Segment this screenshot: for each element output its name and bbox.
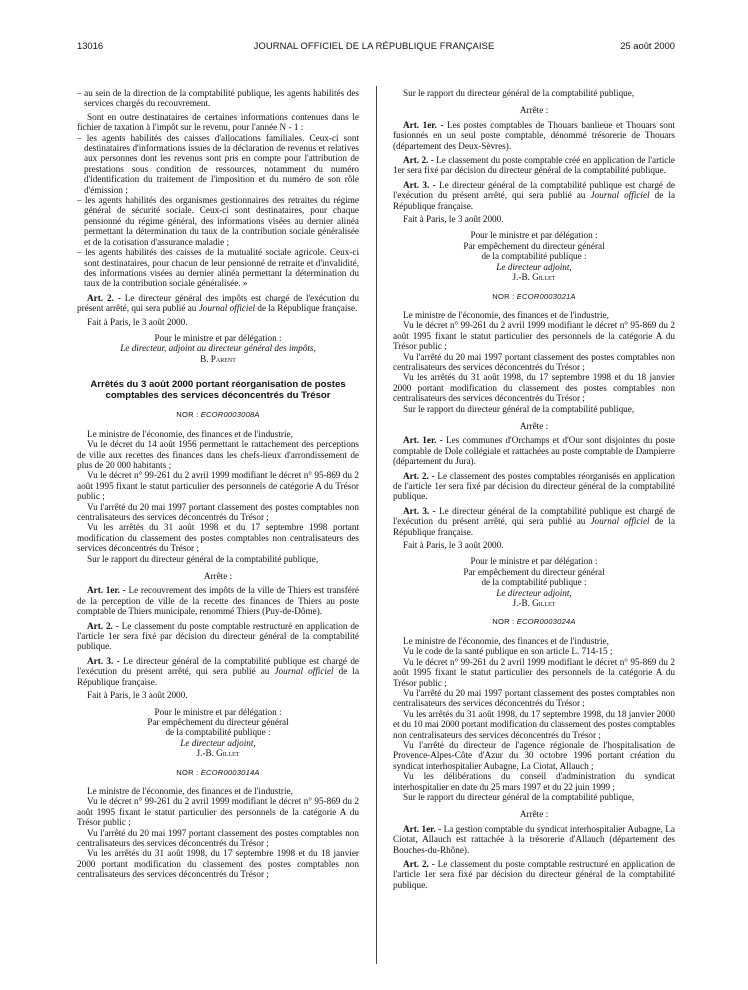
column-divider [376,86,377,964]
article-text: Le classement des postes comptables réorganisés en application de l'article 1er sera fixé par décision du directeur général de la comptabilité publique. [393,470,676,502]
signatory-name: B. Parent [200,353,236,364]
bullet-list-top [77,88,359,109]
fait-a-paris: Fait à Paris, le 3 août 2000. [403,540,504,551]
article-label: Art. 1er. - [403,823,442,834]
nor-label: NOR : [176,767,199,777]
signature-line: de la comptabilité publique : [165,727,271,738]
signature-line: Le directeur adjoint, [180,737,256,748]
vu-line: Vu l'arrêté du 20 mai 1997 portant classement des postes comptables non centralisateurs des services déconcentrés du Trésor ; [77,827,359,848]
article-label: Art. 1er. - [87,585,126,596]
article-2 [393,859,675,890]
article-text: Le directeur général de la comptabilité publique est chargé de l'exécution du présent arrêté, qui sera publié au [77,655,359,677]
paragraph: Sont en outre destinataires de certaines informations contenues dans le fichier de taxation à l'impôt sur le revenu, pour l'année N - 1 : [77,111,359,133]
vu-line: Vu les arrêtés du 31 août 1998 et du 17 septembre 1998 portant modification du classement des postes comptables non centralisateurs des services déconcentrés du Trésor ; [77,522,359,554]
article-label: Art. 2. - [87,620,119,631]
article-1 [393,435,675,466]
article-text: de la République française. [257,303,358,314]
article-text: de la République française. [393,516,676,537]
article-text: Le classement du poste comptable restructuré en application de l'article 1er sera fixé par décision du directeur général de la comptabilité publique. [393,859,675,890]
article-1 [393,120,675,151]
vu-line: Sur le rapport du directeur général de la comptabilité publique, [403,403,635,414]
journal-ref: Journal officiel [590,190,650,201]
vu-line: Vu l'arrêté du directeur de l'agence régionale de l'hospitalisation de Provence-Alpes-Côte d'Azur du 30 octobre 1996 portant création du syndicat interhospitalier Aubagne, La Ciotat, Allauch ; [393,739,675,771]
article-text: Le classement du poste comptable créé en application de l'article 1er sera fixé par décision du directeur général de la comptabilité publique. [393,155,675,176]
article-3 [393,180,675,211]
article-1 [77,585,359,616]
journal-ref: Journal officiel [198,303,256,314]
nor-code: ECOR0003008A [200,410,260,420]
vu-line: Vu le décret n° 99-261 du 2 avril 1999 modifiant le décret n° 95-869 du 2 août 1995 fixant le statut particulier des personnels de la catégorie A du Trésor public ; [77,796,359,828]
signature-block [77,333,359,364]
vu-line: Vu le code de la santé publique en son article L. 714-15 ; [403,646,613,657]
signature-line: Par empêchement du directeur général [147,716,289,727]
article-label: Art. 2. - [87,292,121,303]
journal-title: JOURNAL OFFICIEL DE LA RÉPUBLIQUE FRANÇAISE [253,40,495,51]
signature-line: Par empêchement du directeur général [463,566,605,577]
article-label: Art. 3. - [403,179,436,190]
decree-title: Arrêtés du 3 août 2000 portant réorganisation de postes comptables des services déconcentrés du Trésor [90,379,346,401]
nor-code: ECOR0003024A [516,617,576,627]
signature-line: Par empêchement du directeur général [463,240,605,251]
vu-line: Sur le rapport du directeur général de la comptabilité publique, [87,553,319,564]
list-item: – les agents habilités des caisses de la mutualité sociale agricole. Ceux-ci sont destinataires, pour chacun de leur pensionné de retraite et d'invalidité, des informations visées au dernier alinéa permettant la détermination du taux de la contribution sociale généralisée. » [77,247,359,289]
signature-line: de la comptabilité publique : [481,251,587,262]
article-text: Le directeur général de la comptabilité publique est chargé de l'exécution du présent arrêté, qui sera publié au [393,505,675,527]
nor-label: NOR : [492,617,515,627]
right-column [393,88,675,890]
vu-line: Vu l'arrêté du 20 mai 1997 portant classement des postes comptables non centralisateurs des services déconcentrés du Trésor ; [393,687,675,709]
list-item: – les agents habilités des organismes gestionnaires des retraites du régime général de sécurité sociale. Ceux-ci sont destinataires, pour chaque pensionné du régime général, des informations visées au dernier alinéa permettant la détermination du taux de la contribution sociale généralisée et de la cotisation d'assurance maladie ; [77,195,359,247]
article-text: de la République française. [393,190,676,211]
page-number: 13016 [77,40,104,51]
article-text: Le directeur général des impôts est chargé de l'exécution du présent arrêté, qui sera publié au [77,292,359,314]
nor-reference [393,617,675,627]
article-2 [77,293,359,314]
article-text: Le recouvrement des impôts de la ville de Thiers est transféré de la perception de ville de la recette des finances de Thiers au poste comptable de Thiers municipale, renommé Thiers (Puy-de-Dôme). [77,585,360,617]
ministre-line: Le ministre de l'économie, des finances et de l'industrie, [87,785,293,796]
article-2 [393,471,675,502]
signature-line: Pour le ministre et par délégation : [154,706,282,717]
vu-line: Vu l'arrêté du 20 mai 1997 portant classement des postes comptables non centralisateurs des services déconcentrés du Trésor ; [77,501,359,522]
issue-date: 25 août 2000 [620,40,675,51]
ministre-line: Le ministre de l'économie, des finances et de l'industrie, [403,635,609,646]
signature-line: de la comptabilité publique : [481,577,587,588]
signatory-name: J.-B. Gillet [512,598,556,609]
journal-ref: Journal officiel [590,516,650,527]
vu-line: Sur le rapport du directeur général de la comptabilité publique, [403,791,635,802]
nor-code: ECOR0003014A [200,767,260,777]
vu-line: Vu l'arrêté du 20 mai 1997 portant classement des postes comptables non centralisateurs des services déconcentrés du Trésor ; [393,351,675,372]
nor-reference [77,768,359,778]
vu-line: Vu le décret n° 99-261 du 2 avril 1999 modifiant le décret n° 95-869 du 2 août 1995 fixant le statut particulier des personnels de la catégorie A du Trésor public ; [393,656,675,688]
article-text: de la République française. [77,666,360,687]
vu-line: Vu les arrêtés du 31 août 1998, du 17 septembre 1998 et du 18 janvier 2000 portant modification du classement des postes comptables non centralisateurs des services déconcentrés du Trésor ; [77,848,359,880]
article-label: Art. 3. - [87,655,120,666]
article-3 [77,656,359,687]
signature-line: Le directeur adjoint, [496,587,572,598]
arrete-heading: Arrête : [203,571,233,582]
signature-block [393,230,675,282]
fait-a-paris: Fait à Paris, le 3 août 2000. [87,316,188,327]
nor-reference [77,410,359,420]
article-label: Art. 2. - [403,859,435,869]
arrete-heading: Arrête : [519,809,549,820]
article-text: La gestion comptable du syndicat interhospitalier Aubagne, La Ciotat, Allauch est rattachée à la trésorerie d'Allauch (département des Bouches-du-Rhône). [393,823,675,855]
article-label: Art. 1er. - [403,435,443,446]
article-2 [77,621,359,652]
fait-a-paris: Fait à Paris, le 3 août 2000. [403,214,504,225]
signatory-name: J.-B. Gillet [196,748,240,759]
article-label: Art. 3. - [403,505,436,516]
vu-line: Vu le décret n° 99-261 du 2 avril 1999 modifiant le décret n° 95-869 du 2 août 1995 fixant le statut particulier des personnels de catégorie A du Trésor public ; [77,470,359,502]
article-label: Art. 2. - [403,470,435,481]
signature-block [77,707,359,759]
article-label: Art. 2. - [403,155,434,166]
nor-label: NOR : [176,410,199,420]
article-text: Les postes comptables de Thouars banlieue et Thouars sont fusionnés en un seul poste comptable, dénommé trésorerie de Thouars (département des Deux-Sèvres). [393,119,675,151]
article-text: Le directeur général de la comptabilité publique est chargé de l'exécution du présent arrêté, qui sera publié au [393,179,675,201]
vu-line: Vu les arrêtés du 31 août 1998, du 17 septembre 1998 et du 18 janvier 2000 portant modification du classement des postes comptables non centralisateurs des services déconcentrés du Trésor ; [393,372,675,404]
nor-code: ECOR0003021A [516,291,576,301]
article-text: Le classement du poste comptable restructuré en application de l'article 1er sera fixé par décision du directeur général de la comptabilité publique. [77,620,359,652]
vu-line: Vu le décret du 14 août 1956 permettant le rattachement des perceptions de ville aux recettes des finances dans les chefs-lieux d'arrondissement de plus de 20 000 habitants ; [77,439,359,470]
signature-line: Pour le ministre et par délégation : [154,332,282,343]
article-2 [393,155,675,176]
vu-line: Vu le décret n° 99-261 du 2 avril 1999 modifiant le décret n° 95-869 du 2 août 1995 fixant le statut particulier des personnels de la catégorie A du Trésor public ; [393,320,675,352]
ministre-line: Le ministre de l'économie, des finances et de l'industrie, [403,309,609,320]
nor-reference [393,292,675,302]
nor-label: NOR : [492,291,515,301]
arrete-heading: Arrête : [519,420,549,431]
arrete-heading: Arrête : [519,105,549,116]
vu-line: Vu les délibérations du conseil d'administration du syndicat interhospitalier en date du 25 mars 1997 et du 22 juin 1999 ; [393,771,675,792]
signature-line: Pour le ministre et par délégation : [470,230,598,241]
left-column [77,88,359,880]
vu-line: Vu les arrêtés du 31 août 1998, du 17 septembre 1998, du 18 janvier 2000 et du 10 mai 2000 portant modification du classement des postes comptables non centralisateurs des services déconcentrés du Trésor ; [393,708,675,740]
bullet-list [77,133,359,289]
rapport-line: Sur le rapport du directeur général de la comptabilité publique, [403,88,635,98]
signature-line: Le directeur adjoint, [496,261,572,272]
signature-line: Pour le ministre et par délégation : [470,556,598,567]
fait-a-paris: Fait à Paris, le 3 août 2000. [87,690,188,701]
journal-ref: Journal officiel [274,666,334,677]
page-header [0,40,748,56]
list-item: – les agents habilités des caisses d'allocations familiales. Ceux-ci sont destinataires d'informations issues de la déclaration de revenus et relatives aux personnes dont les revenus sont pris en compte pour l'attribution de prestations sous condition de ressources, notamment du numéro d'identification du traitement de l'imposition et du numéro de son rôle d'émission ; [77,133,359,195]
article-text: Les communes d'Orchamps et d'Our sont disjointes du poste comptable de Dole collégiale et rattachées au poste comptable de Dampierre (département du Jura). [393,435,675,467]
signature-line: Le directeur, adjoint au directeur général des impôts, [120,343,316,354]
signature-block [393,556,675,608]
signatory-name: J.-B. Gillet [512,272,556,283]
article-1 [393,824,675,855]
list-item: – au sein de la direction de la comptabilité publique, les agents habilités des services chargés du recouvrement. [77,88,359,109]
article-label: Art. 1er. - [403,119,444,130]
article-3 [393,506,675,537]
ministre-line: Le ministre de l'économie, des finances et de l'industrie, [87,428,293,439]
